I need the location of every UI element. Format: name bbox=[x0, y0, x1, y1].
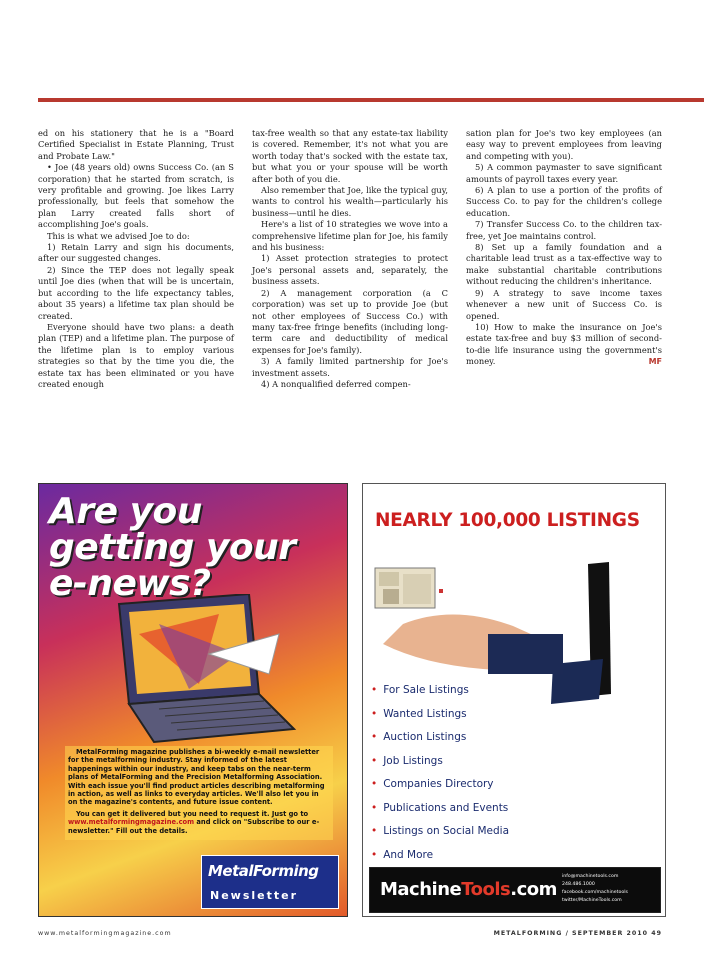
listing-type-label: Wanted Listings bbox=[383, 707, 467, 720]
listing-type-item bbox=[371, 773, 509, 797]
article-paragraph: 8) Set up a family foundation and a charitable lead trust as a tax-effective way to make substantial charitable contributions without reducing the children's inheritance. bbox=[466, 242, 662, 287]
machinetools-headline: NEARLY 100,000 LISTINGS bbox=[375, 510, 640, 531]
listing-type-label: Publications and Events bbox=[383, 801, 509, 814]
listing-type-item bbox=[371, 726, 509, 750]
article-paragraph: 3) A family limited partnership for Joe's investment assets. bbox=[252, 356, 448, 378]
enews-body-prefix: You can get it delivered but you need to request it. Just go to bbox=[76, 809, 309, 818]
listing-type-label: For Sale Listings bbox=[383, 684, 469, 696]
listing-type-item bbox=[371, 679, 509, 703]
listing-type-label: Listings on Social Media bbox=[383, 825, 510, 837]
machinetools-logo-bar bbox=[369, 867, 661, 913]
article-paragraph: 2) A management corporation (a C corporation) was set up to provide Joe (but not other employees of Success Co.) with many tax-free fringe benefits (including long-term care and deductibility of medical expenses for Joe's family). bbox=[252, 287, 448, 355]
enews-advertisement[interactable] bbox=[38, 483, 348, 917]
bullet-icon: • bbox=[371, 707, 378, 720]
bullet-icon: • bbox=[371, 778, 378, 790]
enews-body bbox=[65, 746, 333, 840]
bullet-icon: • bbox=[371, 848, 378, 861]
footer-website: www.metalformingmagazine.com bbox=[38, 930, 172, 937]
listing-type-item bbox=[371, 797, 509, 821]
enews-url-link[interactable]: www.metalformingmagazine.com bbox=[68, 818, 195, 827]
article-paragraph: 6) A plan to use a portion of the profits of Success Co. to pay for the children's college education. bbox=[466, 185, 662, 218]
machinetools-logo bbox=[380, 879, 557, 900]
listing-type-label: Job Listings bbox=[383, 754, 443, 767]
article-paragraph: 1) Asset protection strategies to protect Joe's personal assets and, separately, the business assets. bbox=[252, 253, 448, 287]
logo-com-text: .com bbox=[510, 879, 557, 900]
enews-body-p2 bbox=[68, 810, 330, 835]
newsletter-logo-newsletter: Newsletter bbox=[210, 889, 299, 902]
listing-type-item bbox=[371, 820, 509, 844]
enews-body-p1: MetalForming magazine publishes a bi-weekly e-mail newsletter for the metalforming industry. Stay informed of the latest happenings within our industry, and keep tabs on the near-term plans of MetalForming and the Precision Metalforming Association. With each issue you'll find product articles describing metalforming in action, as well as links to everyday articles. We'll also let you in on the magazine's contents, and future issue content. bbox=[68, 748, 325, 807]
footer-folio: METALFORMING / SEPTEMBER 2010 49 bbox=[493, 930, 662, 937]
listing-type-item bbox=[371, 703, 509, 727]
article-end-mark: MF bbox=[648, 357, 662, 367]
logo-machine-text: Machine bbox=[380, 879, 462, 900]
article-column-3 bbox=[466, 128, 662, 368]
newsletter-logo bbox=[201, 855, 339, 909]
laptop-illustration bbox=[99, 594, 299, 744]
article-paragraph: • Joe (48 years old) owns Success Co. (an S corporation) that he started from scratch, is very profitable and growing. Joe likes Larry professionally, but feels that somehow the plan Larry created falls short of accomplishing Joe's goals. bbox=[38, 162, 234, 230]
article-paragraph: This is what we advised Joe to do: bbox=[47, 230, 190, 241]
article-paragraph: 2) Since the TEP does not legally speak until Joe dies (when that will be is uncertain, but according to the life expectancy tables, about 35 years) a lifetime tax plan should be created. bbox=[38, 264, 234, 321]
article-paragraph: 7) Transfer Success Co. to the children tax-free, yet Joe maintains control. bbox=[466, 219, 662, 241]
listing-type-label: Companies Directory bbox=[383, 778, 494, 790]
contact-line: facebook.com/machinetools bbox=[562, 890, 628, 895]
article-paragraph: Everyone should have two plans: a death plan (TEP) and a lifetime plan. The purpose of the lifetime plan is to employ various strategies so that by the time you die, the estate tax has been eliminated or you have created enough bbox=[38, 321, 234, 389]
bullet-icon: • bbox=[371, 754, 378, 767]
article-paragraph: tax-free wealth so that any estate-tax liability is covered. Remember, it's not what you are worth today that's socked with the estate tax, but what you or your spouse will be worth after both of you die. bbox=[252, 128, 448, 184]
listing-type-item bbox=[371, 750, 509, 774]
article-paragraph: Also remember that Joe, like the typical guy, wants to control his wealth—particularly his business—until he dies. bbox=[252, 185, 448, 218]
listing-type-label: Auction Listings bbox=[383, 731, 467, 743]
article-paragraph: sation plan for Joe's two key employees (an easy way to prevent employees from leaving and competing with you). bbox=[466, 128, 662, 161]
listing-type-item bbox=[371, 844, 509, 868]
newsletter-logo-metalforming: MetalForming bbox=[208, 862, 319, 880]
machinetools-contacts bbox=[562, 873, 628, 905]
article-column-2 bbox=[252, 128, 448, 390]
logo-tools-text: Tools bbox=[461, 879, 511, 900]
bullet-icon: • bbox=[371, 684, 378, 696]
contact-line: info@machinetools.com bbox=[562, 874, 619, 879]
contact-line: twitter/MachineTools.com bbox=[562, 898, 622, 903]
article-paragraph: 9) A strategy to save income taxes whenever a new unit of Success Co. is opened. bbox=[466, 287, 662, 321]
listing-types-list bbox=[371, 679, 509, 867]
article-paragraph: 10) How to make the insurance on Joe's estate tax-free and buy $3 million of second-to-die life insurance using the government's money. MF bbox=[466, 321, 662, 367]
article-paragraph: Here's a list of 10 strategies we wove into a comprehensive lifetime plan for Joe, his family and his business: bbox=[252, 219, 448, 253]
article-paragraph: 1) Retain Larry and sign his documents, after our suggested changes. bbox=[38, 242, 234, 264]
bullet-icon: • bbox=[371, 801, 378, 814]
listing-type-label: And More bbox=[383, 848, 434, 861]
article-column-1 bbox=[38, 128, 234, 390]
enews-body-suffix: and click on "Subscribe to our e-newsletter." Fill out the details. bbox=[68, 818, 320, 835]
article-paragraph: 5) A common paymaster to save significant amounts of payroll taxes every year. bbox=[466, 162, 662, 184]
bullet-icon: • bbox=[371, 731, 378, 743]
bullet-icon: • bbox=[371, 825, 378, 837]
machinetools-advertisement[interactable] bbox=[362, 483, 666, 917]
header-rule bbox=[38, 98, 704, 102]
article-paragraph: ed on his stationery that he is a "Board Certified Specialist in Estate Planning, Trust and Probate Law." bbox=[38, 128, 234, 161]
contact-line: 248.486.1000 bbox=[562, 882, 595, 887]
enews-headline: Are you getting your e-news? bbox=[49, 491, 296, 604]
article-paragraph: 4) A nonqualified deferred compen- bbox=[261, 378, 411, 389]
